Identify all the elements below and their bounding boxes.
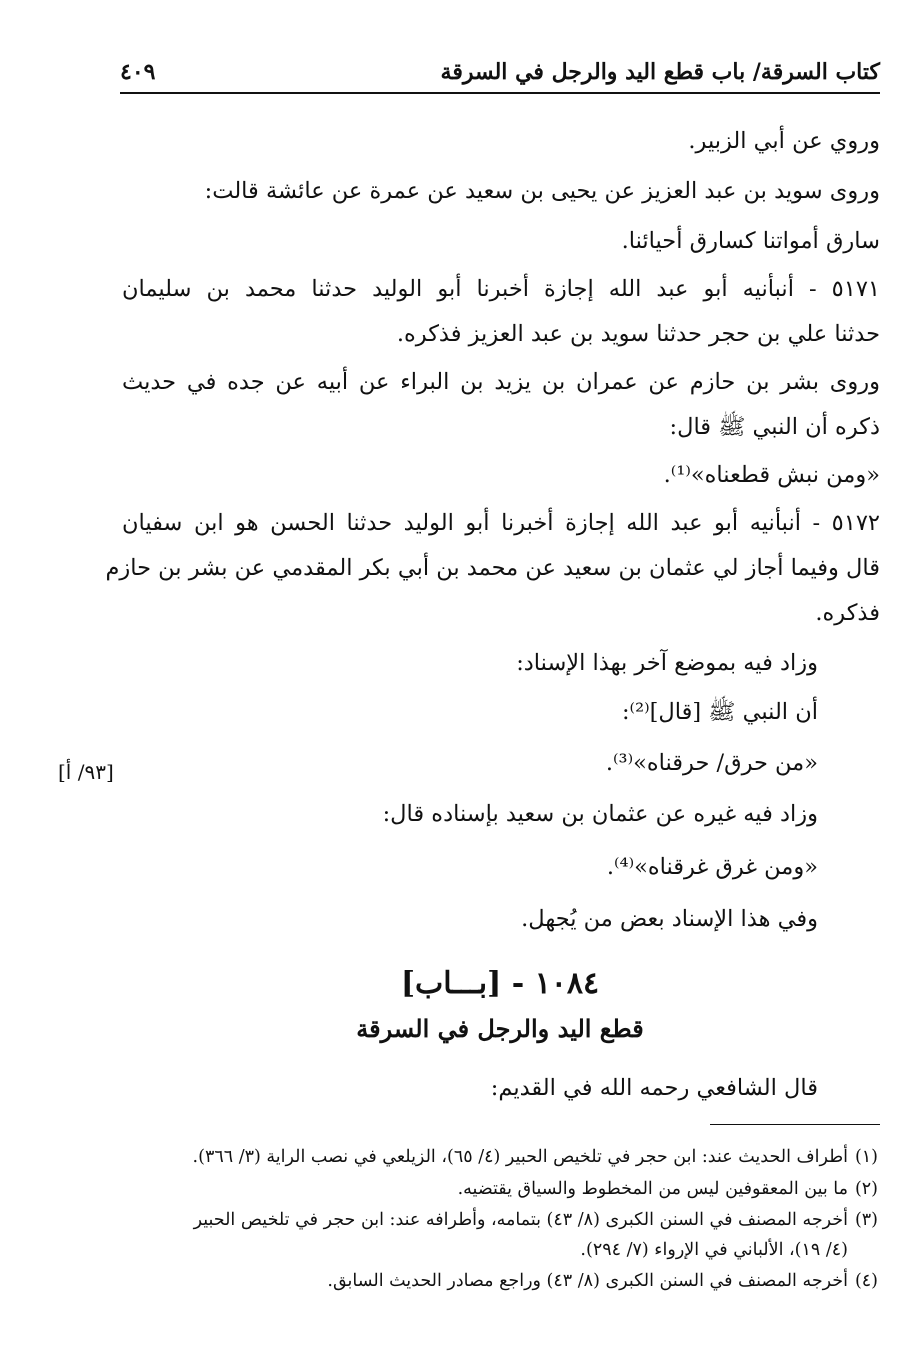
body-line: «ومن نبش قطعناه»⁽¹⁾. xyxy=(663,462,880,488)
body-line: ٥١٧٢ - أنبأنيه أبو عبد الله إجازة أخبرنا أبو الوليد حدثنا الحسن هو ابن سفيان xyxy=(122,510,880,536)
body-line: «من حرق/ حرقناه»⁽³⁾. xyxy=(605,750,818,776)
footnote-separator xyxy=(710,1124,880,1125)
footnote xyxy=(458,1176,878,1202)
footnote-text: أخرجه المصنف في السنن الكبرى (٨/ ٤٣) بتمامه، وأطرافه عند: ابن حجر في تلخيص الحبير xyxy=(193,1210,848,1230)
manuscript-folio-note: [٩٣/ أ] xyxy=(58,760,114,784)
footnote-continuation xyxy=(580,1237,848,1263)
chapter-title: قطع اليد والرجل في السرقة xyxy=(356,1014,644,1043)
footnote-text: ما بين المعقوفين ليس من المخطوط والسياق يقتضيه. xyxy=(457,1179,848,1199)
page-number: ٤٠٩ xyxy=(120,59,156,85)
body-line: سارق أمواتنا كسارق أحيائنا. xyxy=(621,228,880,254)
footnote-number: (٤) xyxy=(854,1271,878,1291)
footnote-text: (٤/ ١٩)، الألباني في الإرواء (٧/ ٢٩٤). xyxy=(580,1240,848,1260)
chapter-number: ١٠٨٤ - [بـــاب] xyxy=(400,966,600,1001)
body-line: وروى بشر بن حازم عن عمران بن يزيد بن البراء عن أبيه عن جده في حديث xyxy=(122,369,880,395)
body-line: ٥١٧١ - أنبأنيه أبو عبد الله إجازة أخبرنا أبو الوليد حدثنا محمد بن سليمان xyxy=(122,276,880,302)
footnote xyxy=(193,1144,878,1170)
footnote-number: (١) xyxy=(854,1147,878,1167)
body-line: وزاد فيه غيره عن عثمان بن سعيد بإسناده قال: xyxy=(382,801,818,827)
body-line: وروى سويد بن عبد العزيز عن يحيى بن سعيد عن عمرة عن عائشة قالت: xyxy=(204,178,880,204)
body-line: «ومن غرق غرقناه»⁽⁴⁾. xyxy=(606,854,818,880)
body-line: أن النبي ﷺ [قال]⁽²⁾: xyxy=(621,699,818,725)
body-line: قال وفيما أجاز لي عثمان بن سعيد عن محمد بن أبي بكر المقدمي عن بشر بن حازم xyxy=(105,555,880,581)
footnote-number: (٣) xyxy=(854,1210,878,1230)
body-line: قال الشافعي رحمه الله في القديم: xyxy=(490,1075,818,1101)
footnote-number: (٢) xyxy=(854,1179,878,1199)
footnote xyxy=(327,1268,878,1294)
running-header xyxy=(120,52,880,94)
body-line: حدثنا علي بن حجر حدثنا سويد بن عبد العزيز فذكره. xyxy=(396,321,880,347)
footnote-text: أخرجه المصنف في السنن الكبرى (٨/ ٤٣) وراجع مصادر الحديث السابق. xyxy=(327,1271,848,1291)
body-line: وفي هذا الإسناد بعض من يُجهل. xyxy=(521,906,818,932)
footnote-text: أطراف الحديث عند: ابن حجر في تلخيص الحبير (٤/ ٦٥)، الزيلعي في نصب الراية (٣/ ٣٦٦). xyxy=(192,1147,848,1167)
body-line: وروي عن أبي الزبير. xyxy=(688,128,880,154)
body-line: ذكره أن النبي ﷺ قال: xyxy=(669,414,880,440)
body-line: وزاد فيه بموضع آخر بهذا الإسناد: xyxy=(516,650,818,676)
footnote xyxy=(194,1207,878,1233)
body-line: فذكره. xyxy=(815,600,880,626)
header-title: كتاب السرقة/ باب قطع اليد والرجل في السرقة xyxy=(440,59,880,85)
